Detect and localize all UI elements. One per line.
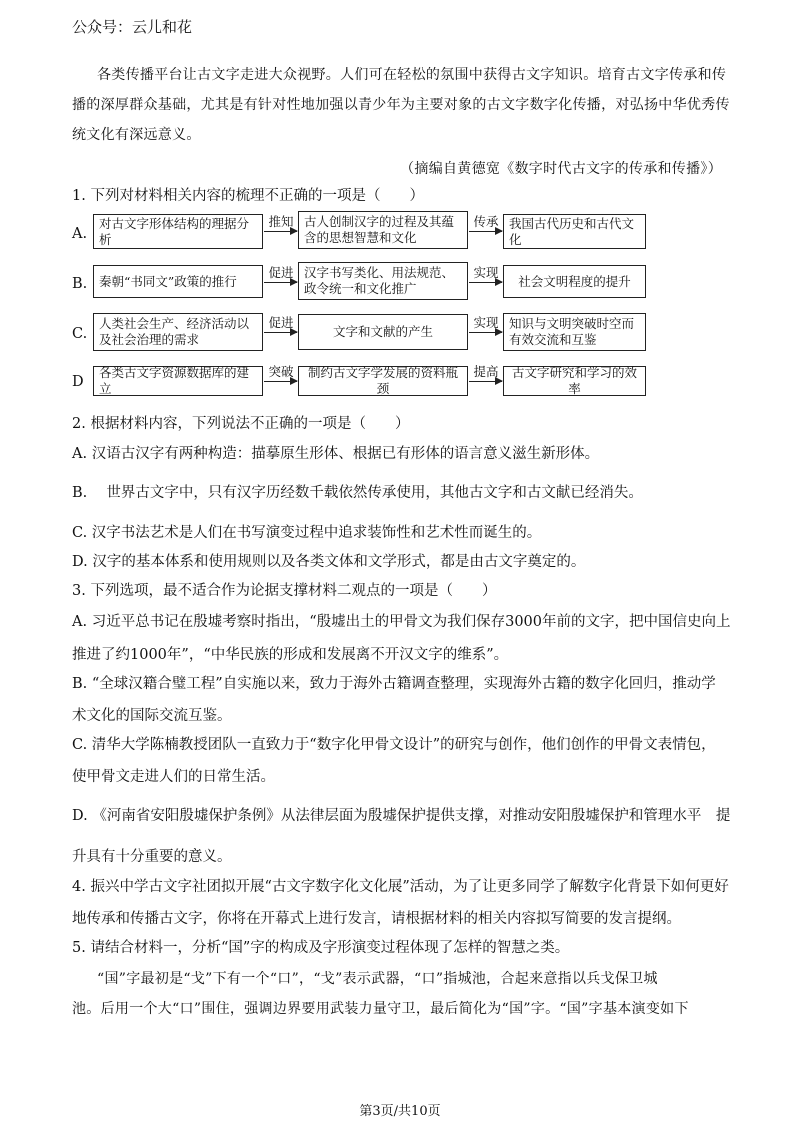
q1-a-box-3: 我国古代历史和古代文化 [503, 214, 646, 249]
q1-d-arrow-2 [469, 381, 502, 382]
q1-d-arrow-1-label: 突破 [268, 364, 294, 379]
q1-b-box-2: 汉字书写类化、用法规范、政令统一和文化推广 [298, 262, 468, 300]
q5-paragraph-line-1: “国”字最初是“戈”下有一个“口”，“戈”表示武器，“口”指城池，合起来意指以兵戈保卫城 [97, 971, 658, 987]
q1-option-letter-a: A. [72, 226, 88, 242]
q1-b-arrow-1 [264, 282, 297, 283]
q3-option-b-line-1: B. “全球汉籍合璧工程”自实施以来，致力于海外古籍调查整理，实现海外古籍的数字化回归，推动学 [72, 676, 716, 692]
q1-c-box-2: 文字和文献的产生 [298, 314, 468, 350]
q1-b-arrow-2-label: 实现 [473, 265, 499, 280]
q2-option-a: A. 汉语古汉字有两种构造：描摹原生形体、根据已有形体的语言意义滋生新形体。 [72, 446, 600, 462]
q1-c-arrow-2 [469, 332, 502, 333]
q1-b-arrow-2 [469, 282, 502, 283]
q1-c-box-1: 人类社会生产、经济活动以及社会治理的需求 [93, 313, 263, 351]
q3-option-c-line-2: 使甲骨文走进人们的日常生活。 [72, 769, 275, 785]
account-header: 公众号：云儿和花 [72, 18, 193, 36]
intro-source: （摘编自黄德宽《数字时代古文字的传承和传播》） [400, 161, 722, 177]
q3-option-d-line-2: 升具有十分重要的意义。 [72, 849, 232, 865]
q3-option-c-line-1: C. 清华大学陈楠教授团队一直致力于“数字化甲骨文设计”的研究与创作，他们创作的甲骨文表情包， [72, 737, 716, 753]
q1-b-box-1: 秦朝“书同文”政策的推行 [93, 265, 263, 298]
q1-c-box-3: 知识与文明突破时空而有效交流和互鉴 [503, 313, 646, 351]
q1-a-box-2: 古人创制汉字的过程及其蕴含的思想智慧和文化 [298, 211, 468, 249]
q1-b-arrow-1-label: 促进 [268, 265, 294, 280]
q4-line-2: 地传承和传播古文字，你将在开幕式上进行发言，请根据材料的相关内容拟写简要的发言提纲。 [72, 911, 681, 927]
q1-option-letter-d: D [72, 374, 84, 390]
q2-option-d: D. 汉字的基本体系和使用规则以及各类文体和文学形式，都是由古文字奠定的。 [72, 554, 586, 570]
q1-c-arrow-1-label: 促进 [268, 315, 294, 330]
intro-line-2: 播的深厚群众基础，尤其是有针对性地加强以青少年为主要对象的古文字数字化传播，对弘扬中华优秀传 [72, 97, 730, 113]
page-number: 第3页/共10页 [359, 1104, 441, 1119]
q1-c-arrow-1 [264, 332, 297, 333]
q1-a-arrow-2 [469, 231, 502, 232]
q1-d-box-1: 各类古文字资源数据库的建立 [93, 366, 263, 396]
q4-line-1: 4. 振兴中学古文字社团拟开展“古文字数字化文化展”活动，为了让更多同学了解数字化背景下如何更好 [72, 879, 729, 895]
intro-line-3: 统文化有深远意义。 [72, 127, 201, 143]
q1-a-arrow-1 [264, 231, 297, 232]
q3-option-a-line-2: 推进了约1000年”，“中华民族的形成和发展离不开汉文字的维系”。 [72, 647, 509, 663]
intro-line-1: 各类传播平台让古文字走进大众视野。人们可在轻松的氛围中获得古文字知识。培育古文字传承和传 [97, 67, 727, 83]
q1-a-arrow-1-label: 推知 [268, 214, 294, 229]
q1-d-box-2: 制约古文字学发展的资料瓶颈 [298, 366, 468, 396]
q2-option-c: C. 汉字书法艺术是人们在书写演变过程中追求装饰性和艺术性而诞生的。 [72, 525, 542, 541]
q5-stem: 5. 请结合材料一，分析“国”字的构成及字形演变过程体现了怎样的智慧之类。 [72, 940, 570, 956]
q1-c-arrow-2-label: 实现 [473, 315, 499, 330]
q1-option-letter-c: C. [72, 326, 88, 342]
q1-a-box-1: 对古文字形体结构的理据分析 [93, 214, 263, 249]
q2-stem: 2. 根据材料内容，下列说法不正确的一项是（ ） [72, 416, 410, 432]
q2-option-b: B. 世界古文字中，只有汉字历经数千载依然传承使用，其他古文字和古文献已经消失。 [72, 485, 643, 501]
q5-paragraph-line-2: 池。后用一个大“口”围住，强调边界要用武装力量守卫，最后简化为“国”字。“国”字基本演变如下 [72, 1001, 689, 1017]
q3-option-d-line-1: D. 《河南省安阳殷墟保护条例》从法律层面为殷墟保护提供支撑，对推动安阳殷墟保护和管理水平 提 [72, 808, 731, 824]
q1-b-box-3: 社会文明程度的提升 [503, 265, 646, 298]
q1-option-letter-b: B. [72, 276, 88, 292]
q3-option-b-line-2: 术文化的国际交流互鉴。 [72, 708, 232, 724]
q1-a-arrow-2-label: 传承 [473, 214, 499, 229]
q1-d-arrow-1 [264, 381, 297, 382]
q3-stem: 3. 下列选项，最不适合作为论据支撑材料二观点的一项是（ ） [72, 583, 497, 599]
q1-d-arrow-2-label: 提高 [473, 364, 499, 379]
q1-d-box-3: 古文字研究和学习的效率 [503, 366, 646, 396]
q3-option-a-line-1: A. 习近平总书记在殷墟考察时指出，“殷墟出土的甲骨文为我们保存3000年前的文字，把中国信史向上 [72, 614, 731, 630]
q1-stem: 1. 下列对材料相关内容的梳理不正确的一项是（ ） [72, 188, 424, 204]
